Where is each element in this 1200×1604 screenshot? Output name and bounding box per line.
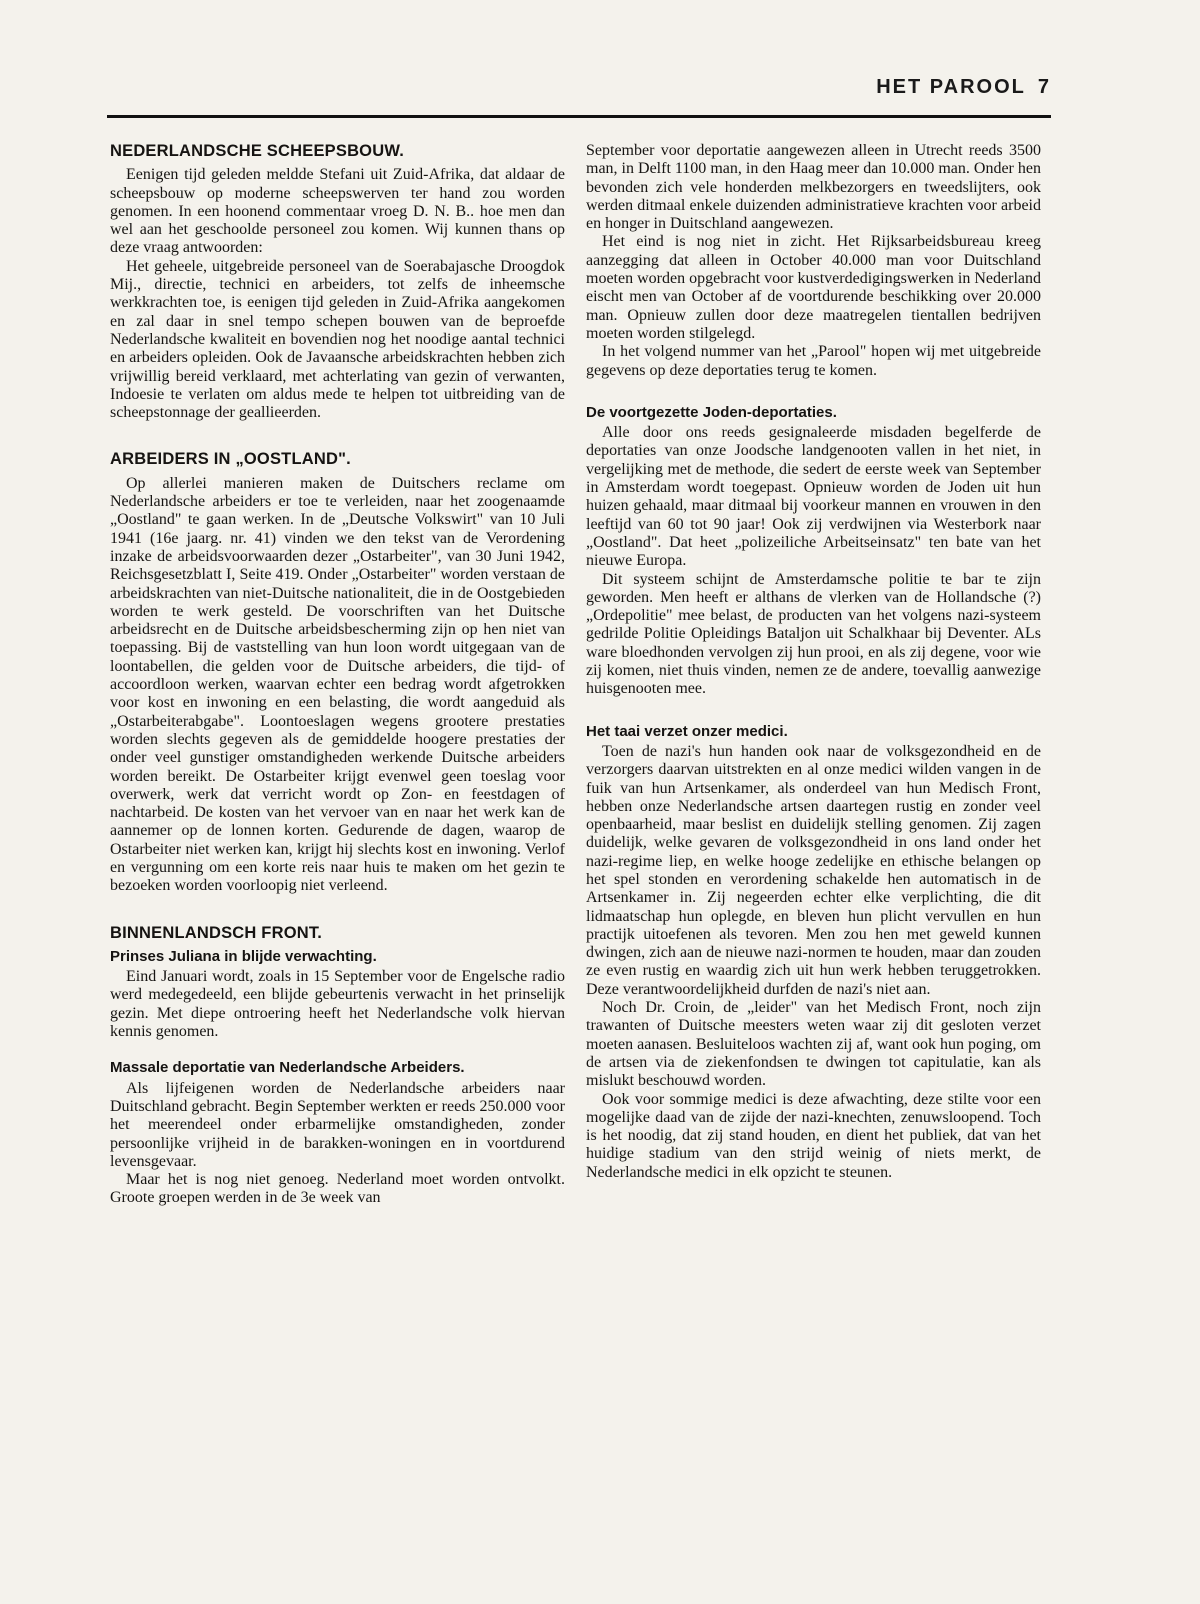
paragraph: Toen de nazi's hun handen ook naar de volksgezondheid en de verzorgers daarvan uitstrekten en al onze medici wilden vangen in de fuik van hun Artsenkamer, als onderdeel van hun Medisch Front, hebben onze Nederlandsche artsen daartegen rustig en zonder veel openbaarheid, maar beslist en duidelijk stelling genomen. Zij zagen duidelijk, welke gevaren de volksgezondheid in ons land onder het nazi-regime liep, en welke hooge zedelijke en ethische belangen op het spel stonden en verordening schakelde hen automatisch in de Artsenkamer in. Zij negeerden echter elke verplichting, die dit lidmaatschap hun oplegde, en bleven hun plicht vervullen en hun practijk uitoefenen als tevoren. Men zou hen met geweld kunnen dwingen, zich aan de nieuwe nazi-normen te houden, maar dan zouden ze even rustig en waardig zich uit hun werk hebben teruggetrokken. Deze verantwoordelijkheid durfden de nazi's niet aan. [586, 742, 1041, 998]
paragraph: Als lijfeigenen worden de Nederlandsche arbeiders naar Duitschland gebracht. Begin September werkten er reeds 250.000 voor het meerendeel onder erbarmelijke omstandigheden, zonder persoonlijke vrijheid in de barakken-woningen en in voortdurend levensgevaar. [110, 1079, 565, 1170]
right-column [586, 142, 1041, 1182]
left-column [110, 142, 565, 1208]
masthead [876, 76, 1051, 99]
paragraph: Dit systeem schijnt de Amsterdamsche politie te bar te zijn geworden. Men heeft er althans de vlerken van de Hollandsche (?) „Ordepolitie" mee belast, de producten van het volgens nazi-systeem gedrilde Politie Opleidings Bataljon uit Schalkhaar bij Deventer. ALs ware bloedhonden vervolgen zij hun prooi, en als zij degene, voor wie zij komen, niet thuis vinden, nemen ze de andere, toevallig aanwezige huisgenooten mee. [586, 570, 1041, 698]
section-heading-binnenlandsch-front: BINNENLANDSCH FRONT. [110, 923, 323, 942]
subheading-juliana: Prinses Juliana in blijde verwachting. [110, 947, 377, 965]
section-heading-scheepsbouw: NEDERLANDSCHE SCHEEPSBOUW. [110, 142, 404, 160]
paragraph: September voor deportatie aangewezen alleen in Utrecht reeds 3500 man, in Delft 1100 man, in den Haag meer dan 10.000 man. Onder hen bevonden zich vele honderden melkbezorgers en tweedslijters, ook werden ditmaal enkele duizenden administratieve krachten voor arbeid en honger in Duitschland aangewezen. [586, 142, 1041, 233]
paragraph: Eind Januari wordt, zoals in 15 September voor de Engelsche radio werd medegedeeld, een blijde gebeurtenis verwacht in het prinselijk gezin. Met diepe ontroering heeft het Nederlandsche volk hiervan kennis genomen. [110, 968, 565, 1041]
paragraph: Maar het is nog niet genoeg. Nederland moet worden ontvolkt. Groote groepen werden in de 3e week van [110, 1171, 565, 1207]
subheading-joden-deportaties: De voortgezette Joden-deportaties. [586, 403, 837, 421]
page-number: 7 [1037, 76, 1051, 98]
page-header [107, 74, 1051, 118]
paragraph: Alle door ons reeds gesignaleerde misdaden begelferde de deportaties van onze Joodsche landgenooten vallen in het niet, in vergelijking met de methode, die sedert de eerste week van September in Amsterdam wordt toegepast. Opnieuw worden de Joden uit hun huizen gehaald, maar ditmaal bij voorkeur mannen en vrouwen in den leeftijd van 60 tot 90 jaar! Ook zij verdwijnen via Westerbork naar „Oostland". Dat heet „polizeiliche Arbeitseinsatz" ten bate van het nieuwe Europa. [586, 424, 1041, 570]
paragraph: In het volgend nummer van het „Parool" hopen wij met uitgebreide gegevens op deze deportaties terug te komen. [586, 343, 1041, 379]
subheading-deportatie-arbeiders: Massale deportatie van Nederlandsche Arbeiders. [110, 1059, 465, 1077]
paragraph: Eenigen tijd geleden meldde Stefani uit Zuid-Afrika, dat aldaar de scheepsbouw op moderne scheepswerven ter hand zou worden genomen. In een hoonend commentaar vroeg D. N. B.. hoe men dan wel aan het geschoolde personeel zou komen. Wij kunnen thans op deze vraag antwoorden: [110, 166, 565, 257]
paragraph: Het geheele, uitgebreide personeel van de Soerabajasche Droogdok Mij., directie, technici en arbeiders, tot zelfs de inheemsche werkkrachten toe, is eenigen tijd geleden in Zuid-Afrika aangekomen en zal daar in snel tempo schepen bouwen van de beproefde Nederlandsche kwaliteit en bovendien nog het noodige aantal technici en arbeiders opleiden. Ook de Javaansche arbeidskrachten hebben zich vrijwillig bereid verklaard, met achterlating van gezin of verwanten, Indoesie te verlaten om aldus mede te helpen tot uitbreiding van de scheepstonnage der geallieerden. [110, 257, 565, 422]
paragraph: Op allerlei manieren maken de Duitschers reclame om Nederlandsche arbeiders er toe te verleiden, naar het zoogenaamde „Oostland" te gaan werken. In de „Deutsche Volkswirt" van 10 Juli 1941 (16e jaarg. nr. 41) vinden we den tekst van de Verordening inzake de arbeidsvoorwaarden dezer „Ostarbeiter", van 30 Juni 1942, Reichsgesetzblatt I, Seite 419. Onder „Ostarbeiter" worden verstaan de arbeidskrachten van niet-Duitsche nationaliteit, die in de Oostgebieden worden te werk gesteld. De voorschriften van het Duitsche arbeidsrecht en de Duitsche arbeidsbescherming zijn op hen niet van toepassing. Bij de vaststelling van hun loon wordt uitgegaan van de loontabellen, die gelden voor de Duitsche arbeiders, die tijd- of accoordloon werken, waarvan echter een bedrag wordt afgetrokken voor kost en inwoning en een belasting, die wordt aangeduid als „Ostarbeiterabgabe". Loontoeslagen wegens grootere prestaties worden slechts gegeven als de gemiddelde hoogere prestaties der onder veel gunstiger omstandigheden werkende Duitsche arbeiders worden bereikt. De Ostarbeiter krijgt evenwel geen toeslag voor overwerk, werk dat verricht wordt op Zon- en feestdagen of nachtarbeid. De kosten van het vervoer van en naar het werk kan de aannemer op de lonnen korten. Gedurende de dagen, waarop de Ostarbeiter niet werken kan, krijgt hij slechts kost en inwoning. Verlof en vergunning om een korte reis naar huis te maken om het gezin te bezoeken worden voorloopig niet verleend. [110, 474, 565, 895]
paragraph: Het eind is nog niet in zicht. Het Rijksarbeidsbureau kreeg aanzegging dat alleen in October 40.000 man voor Duitschland moeten worden opgebracht voor kustverdedigingswerken in Nederland eischt men van October af de voortdurende beschikking over 20.000 man. Opnieuw zullen door deze maatregelen tientallen bedrijven moeten worden stilgelegd. [586, 233, 1041, 342]
section-heading-oostland: ARBEIDERS IN „OOSTLAND". [110, 450, 351, 469]
newspaper-title: HET PAROOL [876, 76, 1026, 98]
subheading-verzet-medici: Het taai verzet onzer medici. [586, 722, 788, 740]
paragraph: Ook voor sommige medici is deze afwachting, deze stilte voor een mogelijke daad van de zijde der nazi-knechten, zenuwsloopend. Toch is het noodig, dat zij stand houden, en dient het publiek, dat van het huidige stadium van den strijd weinig of niets merkt, de Nederlandsche medici in elk opzicht te steunen. [586, 1090, 1041, 1181]
paragraph: Noch Dr. Croin, de „leider" van het Medisch Front, noch zijn trawanten of Duitsche meesters weten waar zij dit gesloten verzet moeten aanasen. Besluiteloos wachten zij af, want ook hun poging, om de artsen via de ziekenfondsen te dwingen tot capitulatie, kan als mislukt beschouwd worden. [586, 999, 1041, 1090]
